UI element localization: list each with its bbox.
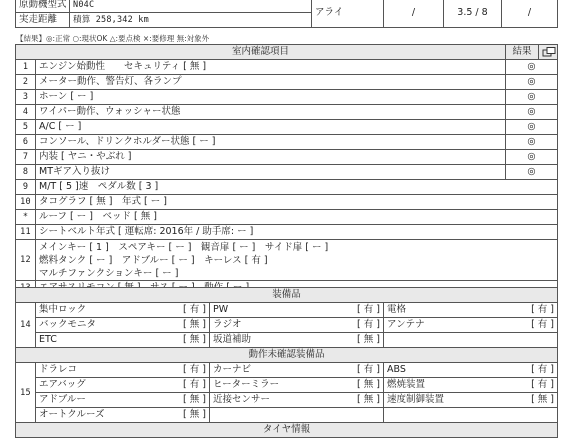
equipment-cell xyxy=(384,318,558,333)
interior-check-header: 室内確認項目 xyxy=(16,45,506,60)
unchecked-no: 15 xyxy=(16,363,36,423)
item-text: MTギア入り抜け xyxy=(36,165,506,180)
unchecked-value: [ 無 ] xyxy=(183,409,206,420)
alignment-value-3: / xyxy=(502,0,558,28)
equipment-cell xyxy=(210,333,384,348)
item-no: 4 xyxy=(16,105,36,120)
equipment-cell xyxy=(210,303,384,318)
key-info-line: マルチファンクションキー [ ー ] xyxy=(39,267,179,279)
unchecked-cell xyxy=(384,363,558,378)
item-text: メーター動作、警告灯、各ランプ xyxy=(36,75,506,90)
equipment-value: [ 有 ] xyxy=(357,304,380,315)
equipment-value: [ 有 ] xyxy=(531,319,555,330)
result-header: 結果 xyxy=(506,45,539,60)
item-no: 6 xyxy=(16,135,36,150)
vehicle-info-table xyxy=(15,0,558,28)
unchecked-value: [ 無 ] xyxy=(183,394,206,405)
equipment-header: 装備品 xyxy=(16,288,558,303)
item-text: タコグラフ [ 無 ] 年式 [ ー ] xyxy=(36,195,558,210)
unchecked-value: [ 有 ] xyxy=(183,379,206,390)
item-result: ◎ xyxy=(506,75,558,90)
unchecked-cell xyxy=(210,408,384,423)
unchecked-cell xyxy=(384,378,558,393)
item-no: 11 xyxy=(16,225,36,240)
equipment-name: 坂道補助 xyxy=(213,334,252,345)
equipment-value: [ 無 ] xyxy=(183,334,206,345)
equipment-no: 14 xyxy=(16,303,36,348)
equipment-value: [ 有 ] xyxy=(357,319,380,330)
equipment-value: [ 無 ] xyxy=(357,334,380,345)
alignment-value-1: / xyxy=(384,0,444,28)
item-text: ワイパー動作、ウォッシャー状態 xyxy=(36,105,506,120)
unchecked-value: [ 有 ] xyxy=(531,364,555,375)
equipment-value: [ 有 ] xyxy=(183,304,206,315)
tire-info-header: タイヤ情報 xyxy=(16,423,558,438)
item-result: ◎ xyxy=(506,60,558,75)
result-legend: 【結果】◎:正常 ○:現状OK △:要点検 ×:要修理 無:対象外 xyxy=(16,34,210,43)
equipment-cell xyxy=(210,318,384,333)
item-no: 12 xyxy=(16,240,36,281)
item-text: ホーン [ ー ] xyxy=(36,90,506,105)
unchecked-header: 動作未確認装備品 xyxy=(16,348,558,363)
unchecked-cell xyxy=(384,393,558,408)
unchecked-cell xyxy=(210,378,384,393)
unchecked-cell xyxy=(210,393,384,408)
unchecked-value: [ 有 ] xyxy=(531,379,555,390)
unchecked-name: オートクルーズ xyxy=(39,409,105,420)
item-no: 10 xyxy=(16,195,36,210)
unchecked-name: 速度制御装置 xyxy=(387,394,445,405)
unchecked-name: カーナビ xyxy=(213,364,252,375)
equipment-name: アンテナ xyxy=(387,319,425,330)
unchecked-name: 燃焼装置 xyxy=(387,379,426,390)
unchecked-name: ABS xyxy=(387,364,406,375)
unchecked-value: [ 無 ] xyxy=(357,394,380,405)
equipment-cell xyxy=(384,303,558,318)
unchecked-cell xyxy=(384,408,558,423)
item-no: 7 xyxy=(16,150,36,165)
unchecked-name: エアバッグ xyxy=(39,379,86,390)
item-text: ルーフ [ ー ] ベッド [ 無 ] xyxy=(36,210,558,225)
item-text: A/C [ ー ] xyxy=(36,120,506,135)
item-no: * xyxy=(16,210,36,225)
unchecked-value: [ 有 ] xyxy=(183,364,206,375)
engine-type-value: N04C xyxy=(70,0,312,13)
item-no: 9 xyxy=(16,180,36,195)
unchecked-value: [ 有 ] xyxy=(357,364,380,375)
unchecked-cell xyxy=(36,378,210,393)
engine-type-label: 原動機型式 xyxy=(16,0,70,13)
item-result: ◎ xyxy=(506,150,558,165)
unchecked-name: ドラレコ xyxy=(39,364,78,375)
equipment-value: [ 無 ] xyxy=(183,319,206,330)
item-result: ◎ xyxy=(506,135,558,150)
equipment-name: ラジオ xyxy=(213,319,242,330)
key-info-cell xyxy=(36,240,558,281)
equipment-value: [ 有 ] xyxy=(531,304,555,315)
item-text: シートベルト年式 [ 運転席: 2016年 / 助手席: ー ] xyxy=(36,225,558,240)
equipment-name: 集中ロック xyxy=(39,304,87,315)
item-no: 5 xyxy=(16,120,36,135)
equipment-name: PW xyxy=(213,304,229,315)
alignment-label: アライ xyxy=(312,0,384,28)
key-info-line: 燃料タンク [ ー ] アドブルー [ ー ] キーレス [ 有 ] xyxy=(39,254,268,266)
equipment-cell xyxy=(384,333,558,348)
unchecked-value: [ 無 ] xyxy=(531,394,555,405)
item-no: 1 xyxy=(16,60,36,75)
interior-check-table xyxy=(15,44,558,296)
unchecked-name: アドブルー xyxy=(39,394,86,405)
unchecked-cell xyxy=(210,363,384,378)
equipment-name: バックモニタ xyxy=(39,319,97,330)
key-info-line: メインキー [ 1 ] スペアキー [ ー ] 観音扉 [ ー ] サイド扉 [ ー ] xyxy=(39,241,329,253)
equipment-cell xyxy=(36,318,210,333)
item-text: コンソール、ドリンクホルダー状態 [ ー ] xyxy=(36,135,506,150)
equipment-cell xyxy=(36,303,210,318)
item-result: ◎ xyxy=(506,90,558,105)
unchecked-cell xyxy=(36,393,210,408)
equipment-cell xyxy=(36,333,210,348)
item-text: エンジン始動性 セキュリティ [ 無 ] xyxy=(36,60,506,75)
alignment-value-2: 3.5 / 8 xyxy=(444,0,502,28)
item-no: 8 xyxy=(16,165,36,180)
unchecked-cell xyxy=(36,408,210,423)
mileage-label: 実走距離 xyxy=(16,13,70,28)
equipment-table xyxy=(15,287,558,438)
item-result: ◎ xyxy=(506,120,558,135)
item-text: 内装 [ ヤニ・やぶれ ] xyxy=(36,150,506,165)
item-text: M/T [ 5 ]速 ペダル数 [ 3 ] xyxy=(36,180,558,195)
unchecked-name: 近接センサー xyxy=(213,394,271,405)
unchecked-cell xyxy=(36,363,210,378)
item-no: 3 xyxy=(16,90,36,105)
equipment-name: 電格 xyxy=(387,304,407,315)
unchecked-value: [ 無 ] xyxy=(357,379,380,390)
item-no: 2 xyxy=(16,75,36,90)
equipment-name: ETC xyxy=(39,334,57,345)
copy-icon[interactable] xyxy=(539,45,558,60)
unchecked-name: ヒーターミラー xyxy=(213,379,280,390)
item-result: ◎ xyxy=(506,165,558,180)
item-result: ◎ xyxy=(506,105,558,120)
mileage-value: 積算 258,342 km xyxy=(70,13,312,28)
